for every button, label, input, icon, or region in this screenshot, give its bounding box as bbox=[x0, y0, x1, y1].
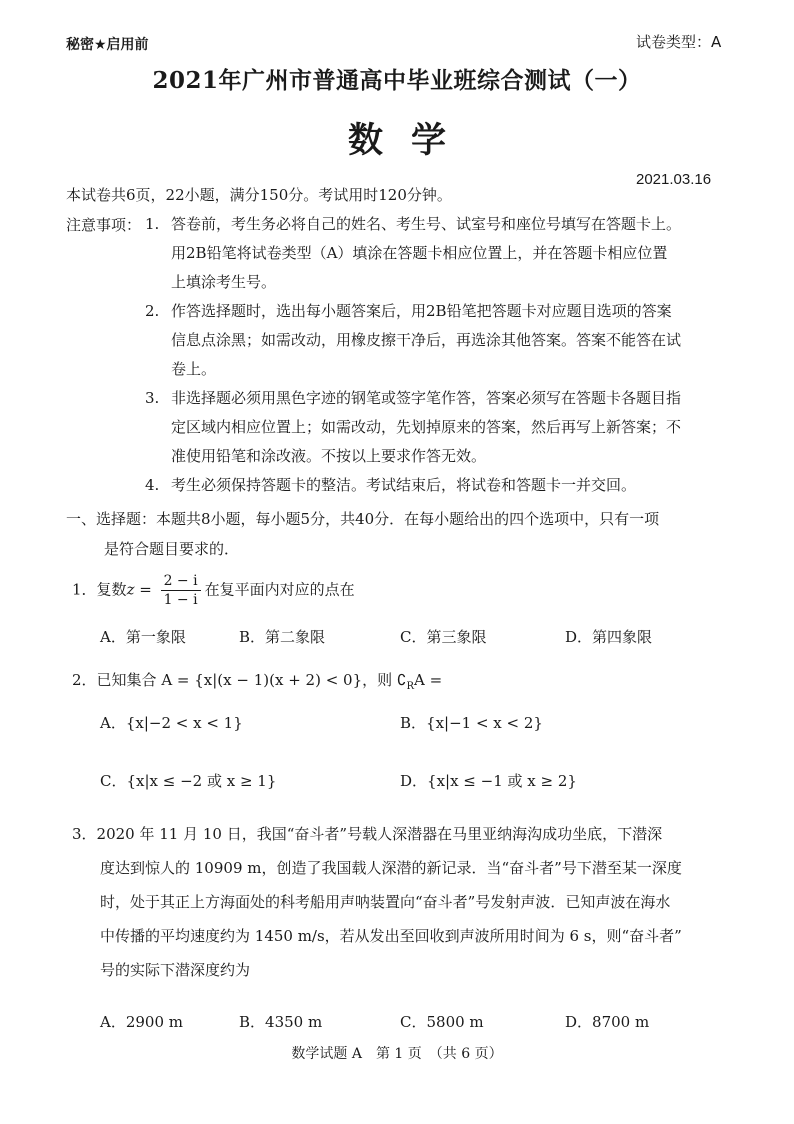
notice-item bbox=[145, 297, 672, 326]
notice-item-number: 4. bbox=[145, 476, 160, 494]
notice-item-line: 考生必须保持答题卡的整洁。考试结束后，将试卷和答题卡一并交回。 bbox=[171, 476, 637, 494]
notice-item bbox=[145, 384, 681, 413]
notice-item-line: 答卷前，考生务必将自己的姓名、考生号、试室号和座位号填写在答题卡上。 bbox=[171, 215, 682, 233]
question-text: 已知集合 A = {x|(x − 1)(x + 2) < 0}，则 ∁ bbox=[96, 671, 407, 689]
subject-title: 数学 bbox=[347, 120, 474, 161]
notice-item-number: 1. bbox=[145, 215, 160, 233]
question-text: 在复平面内对应的点在 bbox=[204, 580, 355, 599]
subscript: R bbox=[406, 681, 414, 692]
notice-item-number: 3. bbox=[145, 389, 160, 407]
option-b[interactable]: B．{x|−1 < x < 2} bbox=[400, 714, 543, 732]
notice-item-line: 非选择题必须用黑色字迹的钢笔或签字笔作答，答案必须写在答题卡各题目指 bbox=[171, 389, 682, 407]
option-c[interactable]: C．{x|x ≤ −2 或 x ≥ 1} bbox=[100, 772, 277, 790]
notice-item-line: 定区域内相应位置上；如需改动，先划掉原来的答案，然后再写上新答案；不 bbox=[171, 418, 682, 436]
question-1-stem bbox=[72, 572, 355, 609]
notice-item-line: 作答选择题时，选出每小题答案后，用2B铅笔把答题卡对应题目选项的答案 bbox=[171, 302, 672, 320]
exam-title: 2021年广州市普通高中毕业班综合测试（一） bbox=[152, 67, 642, 94]
page-footer: 数学试题 A 第 1 页 （共 6 页） bbox=[291, 1046, 503, 1062]
question-text: A = bbox=[413, 671, 443, 689]
question-number: 3． bbox=[72, 825, 97, 843]
question-text: 度达到惊人的 10909 m，创造了我国载人深潜的新记录．当“奋斗者”号下潜至某一深度 bbox=[100, 859, 682, 877]
exam-date: 2021.03.16 bbox=[636, 171, 712, 188]
option-a[interactable]: A．{x|−2 < x < 1} bbox=[100, 714, 243, 732]
section-heading-continued: 是符合题目要求的． bbox=[104, 540, 240, 558]
notice-item-number: 2. bbox=[145, 302, 160, 320]
option-c[interactable]: C．5800 m bbox=[400, 1013, 484, 1031]
exam-intro: 本试卷共6页，22小题，满分150分。考试用时120分钟。 bbox=[66, 186, 452, 204]
notice-item bbox=[145, 210, 681, 239]
notice-item-line: 卷上。 bbox=[171, 360, 217, 378]
fraction-denominator: 1 − i bbox=[163, 592, 198, 608]
notice-item-line: 用2B铅笔将试卷类型（A）填涂在答题卡相应位置上，并在答题卡相应位置 bbox=[171, 244, 668, 262]
question-text: 号的实际下潜深度约为 bbox=[100, 961, 251, 979]
notice-item bbox=[145, 471, 636, 500]
option-b[interactable]: B．第二象限 bbox=[239, 628, 326, 646]
question-text: 2020 年 11 月 10 日，我国“奋斗者”号载人深潜器在马里亚纳海沟成功坐底，下潜深 bbox=[96, 825, 663, 843]
question-number: 1． bbox=[72, 580, 97, 599]
question-text: 复数 bbox=[96, 580, 127, 599]
option-a[interactable]: A．2900 m bbox=[100, 1013, 183, 1031]
math-operator: = bbox=[134, 580, 157, 599]
notice-item-line: 信息点涂黑；如需改动，用橡皮擦干净后，再选涂其他答案。答案不能答在试 bbox=[171, 331, 682, 349]
question-2-stem bbox=[72, 665, 442, 702]
option-d[interactable]: D．8700 m bbox=[565, 1013, 650, 1031]
question-text: 时，处于其正上方海面处的科考船用声呐装置向“奋斗者”号发射声波．已知声波在海水 bbox=[100, 893, 671, 911]
fraction-numerator: 2 − i bbox=[161, 572, 201, 591]
notice-label: 注意事项： bbox=[66, 216, 142, 234]
fraction bbox=[161, 572, 201, 609]
notice-item-line: 准使用铅笔和涂改液。不按以上要求作答无效。 bbox=[171, 447, 487, 465]
paper-type-label: 试卷类型：A bbox=[636, 33, 722, 51]
option-c[interactable]: C．第三象限 bbox=[400, 628, 487, 646]
option-d[interactable]: D．{x|x ≤ −1 或 x ≥ 2} bbox=[400, 772, 577, 790]
option-a[interactable]: A．第一象限 bbox=[100, 628, 186, 646]
confidential-label: 秘密★启用前 bbox=[66, 37, 149, 53]
question-number: 2． bbox=[72, 671, 97, 689]
option-d[interactable]: D．第四象限 bbox=[565, 628, 653, 646]
math-variable: z bbox=[126, 580, 135, 599]
question-3-stem bbox=[72, 819, 662, 849]
section-heading: 一、选择题：本题共8小题，每小题5分，共40分．在每小题给出的四个选项中，只有一项 bbox=[66, 510, 660, 528]
notice-item-line: 上填涂考生号。 bbox=[171, 273, 277, 291]
question-text: 中传播的平均速度约为 1450 m/s，若从发出至回收到声波所用时间为 6 s，则“奋斗者” bbox=[100, 927, 682, 945]
option-b[interactable]: B．4350 m bbox=[239, 1013, 323, 1031]
